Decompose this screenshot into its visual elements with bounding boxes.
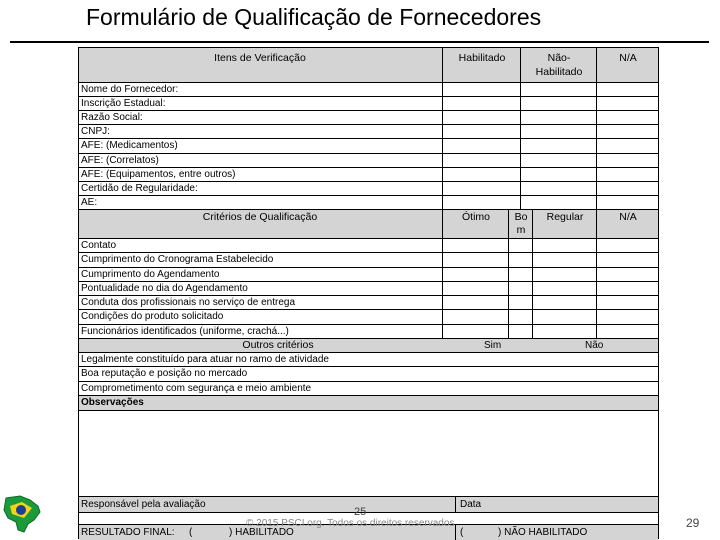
criterios-regular-cell xyxy=(532,210,596,238)
header-nao-habilitado-2: Habilitado xyxy=(535,66,583,78)
habilitado-option[interactable]: ) HABILITADO xyxy=(229,527,294,538)
item-row xyxy=(79,139,658,153)
criterio-row-check-cell[interactable] xyxy=(508,282,532,295)
item-row-label: CNPJ: xyxy=(81,126,110,138)
item-row-label: AFE: (Equipamentos, entre outros) xyxy=(81,168,236,180)
criterio-row-check-cell[interactable] xyxy=(596,296,658,309)
item-row-label: Inscrição Estadual: xyxy=(81,98,166,110)
criterios-header-row xyxy=(79,210,658,239)
criterio-row-check-cell[interactable] xyxy=(532,296,596,309)
outro-row xyxy=(79,353,658,367)
nao-habilitado-paren[interactable]: ( xyxy=(460,527,464,538)
item-row-check-cell[interactable] xyxy=(596,139,658,152)
criterio-row-label: Funcionários identificados (uniforme, crachá...) xyxy=(81,325,289,337)
qualification-form xyxy=(78,47,659,539)
item-row-label: Nome do Fornecedor: xyxy=(81,84,179,95)
item-row-check-cell[interactable] xyxy=(596,125,658,138)
criterio-row-label: Conduta dos profissionais no serviço de entrega xyxy=(81,297,296,309)
item-row-label: AFE: (Medicamentos) xyxy=(81,140,178,152)
item-row-label: Razão Social: xyxy=(81,112,143,124)
criterio-row-check-cell[interactable] xyxy=(532,325,596,338)
criterios-na: N/A xyxy=(619,211,637,223)
outro-row-label: Comprometimento com segurança e meio ambiente xyxy=(81,382,312,394)
criterios-regular: Regular xyxy=(546,211,584,223)
item-row-label: AE: xyxy=(81,196,98,208)
item-row-check-cell[interactable] xyxy=(596,154,658,167)
criterio-row-check-cell[interactable] xyxy=(596,310,658,323)
header-habilitado-cell xyxy=(442,48,520,82)
criterio-row xyxy=(79,310,658,324)
nao-habilitado-option[interactable]: ) NÃO HABILITADO xyxy=(498,527,588,538)
brazil-map-icon xyxy=(0,494,42,534)
responsavel-label: Responsável pela avaliação xyxy=(81,499,206,510)
item-row-check-cell[interactable] xyxy=(596,182,658,195)
outros-nao: Não xyxy=(585,340,604,351)
criterios-label: Critérios de Qualificação xyxy=(202,211,318,223)
item-row-check-cell[interactable] xyxy=(596,111,658,124)
criterio-row xyxy=(79,253,658,267)
criterio-row-check-cell[interactable] xyxy=(532,253,596,266)
criterios-otimo: Ótimo xyxy=(461,211,490,223)
item-row xyxy=(79,168,658,182)
item-row-check-cell[interactable] xyxy=(442,196,520,209)
observacoes-area[interactable] xyxy=(79,411,658,497)
item-row-check-cell[interactable] xyxy=(442,111,520,124)
criterio-row-check-cell[interactable] xyxy=(508,310,532,323)
criterio-row-check-cell[interactable] xyxy=(532,239,596,252)
criterio-row-check-cell[interactable] xyxy=(442,268,508,281)
criterio-row-check-cell[interactable] xyxy=(508,239,532,252)
outro-row-label: Boa reputação e posição no mercado xyxy=(81,368,248,380)
item-row-check-cell[interactable] xyxy=(442,97,520,110)
item-row xyxy=(79,111,658,125)
item-row-label: Certidão de Regularidade: xyxy=(81,182,198,194)
criterio-row-label: Contato xyxy=(81,240,117,251)
item-row xyxy=(79,196,658,210)
item-row-check-cell[interactable] xyxy=(520,111,596,124)
criterio-row-check-cell[interactable] xyxy=(596,253,658,266)
header-row xyxy=(79,48,658,83)
criterio-row-check-cell[interactable] xyxy=(532,268,596,281)
item-row-check-cell[interactable] xyxy=(596,168,658,181)
habilitado-paren[interactable]: ( xyxy=(189,527,193,538)
page-title: Formulário de Qualificação de Fornecedores xyxy=(86,4,542,30)
outro-row xyxy=(79,367,658,381)
header-habilitado: Habilitado xyxy=(458,52,506,64)
criterio-row-check-cell[interactable] xyxy=(596,282,658,295)
item-row xyxy=(79,182,658,196)
header-nao-habilitado-cell xyxy=(520,48,596,82)
criterio-row-check-cell[interactable] xyxy=(532,310,596,323)
item-row-check-cell[interactable] xyxy=(596,97,658,110)
criterio-row xyxy=(79,296,658,310)
criterio-row-check-cell[interactable] xyxy=(442,239,508,252)
criterio-row-label: Pontualidade no dia do Agendamento xyxy=(81,282,248,294)
item-row-check-cell[interactable] xyxy=(596,83,658,96)
header-na-cell xyxy=(596,48,658,82)
item-row-check-cell[interactable] xyxy=(520,125,596,138)
criterio-row xyxy=(79,268,658,282)
criterio-row-check-cell[interactable] xyxy=(596,325,658,338)
item-row-check-cell[interactable] xyxy=(520,154,596,167)
criterios-na-cell xyxy=(596,210,658,238)
item-row-check-cell[interactable] xyxy=(520,83,596,96)
criterio-row xyxy=(79,325,658,339)
item-row-label: AFE: (Correlatos) xyxy=(81,154,159,166)
observacoes-label: Observações xyxy=(81,397,144,408)
criterio-row-check-cell[interactable] xyxy=(442,253,508,266)
observacoes-row xyxy=(79,396,658,411)
criterio-row-label: Cumprimento do Cronograma Estabelecido xyxy=(81,254,274,266)
item-row xyxy=(79,97,658,111)
criterio-row xyxy=(79,282,658,296)
criterios-bom-2: m xyxy=(516,224,526,236)
header-itens: Itens de Verificação xyxy=(214,52,306,64)
outro-row xyxy=(79,382,658,396)
outros-sim: Sim xyxy=(484,340,502,351)
criterio-row-check-cell[interactable] xyxy=(508,253,532,266)
criterios-otimo-cell xyxy=(442,210,508,238)
item-row xyxy=(79,125,658,139)
item-row-check-cell[interactable] xyxy=(520,182,596,195)
item-row xyxy=(79,154,658,168)
criterio-row-check-cell[interactable] xyxy=(596,268,658,281)
criterio-row-check-cell[interactable] xyxy=(442,325,508,338)
item-row-check-cell[interactable] xyxy=(442,154,520,167)
item-row-check-cell[interactable] xyxy=(442,168,520,181)
item-row-check-cell[interactable] xyxy=(520,97,596,110)
page-number-right: 29 xyxy=(686,516,700,530)
criterio-row-check-cell[interactable] xyxy=(442,310,508,323)
outros-header-row xyxy=(79,339,658,353)
item-row-check-cell[interactable] xyxy=(442,182,520,195)
item-row-check-cell[interactable] xyxy=(520,168,596,181)
outros-label: Outros critérios xyxy=(242,339,314,351)
header-na: N/A xyxy=(619,52,637,64)
item-row-check-cell[interactable] xyxy=(520,139,596,152)
item-row-check-cell[interactable] xyxy=(442,139,520,152)
criterio-row-check-cell[interactable] xyxy=(508,325,532,338)
criterio-row-check-cell[interactable] xyxy=(596,239,658,252)
outro-row-label: Legalmente constituído para atuar no ramo de atividade xyxy=(81,354,329,365)
item-row-check-cell[interactable] xyxy=(596,196,658,209)
criterio-row xyxy=(79,239,658,253)
criterio-row-check-cell[interactable] xyxy=(508,268,532,281)
title-divider xyxy=(10,41,709,43)
copyright-text: © 2015 PSCI.org. Todos os direitos reservados xyxy=(246,518,455,529)
criterio-row-label: Cumprimento do Agendamento xyxy=(81,268,220,280)
data-label: Data xyxy=(460,499,482,510)
criterio-row-check-cell[interactable] xyxy=(442,296,508,309)
criterio-row-label: Condições do produto solicitado xyxy=(81,311,224,323)
responsavel-row xyxy=(79,497,658,513)
item-row xyxy=(79,83,658,97)
header-nao-habilitado-1: Não- xyxy=(547,52,571,64)
page-number-center: 25 xyxy=(354,506,367,518)
criterio-row-check-cell[interactable] xyxy=(442,282,508,295)
item-row-check-cell[interactable] xyxy=(520,196,596,209)
criterio-row-check-cell[interactable] xyxy=(508,296,532,309)
item-row-check-cell[interactable] xyxy=(442,83,520,96)
nao-habilitado-cell xyxy=(455,525,658,540)
criterios-bom-1: Bo xyxy=(514,211,528,223)
criterios-bom-cell xyxy=(508,210,532,238)
resultado-label: RESULTADO FINAL: xyxy=(81,527,175,538)
item-row-check-cell[interactable] xyxy=(442,125,520,138)
criterio-row-check-cell[interactable] xyxy=(532,282,596,295)
data-cell[interactable] xyxy=(455,497,658,512)
